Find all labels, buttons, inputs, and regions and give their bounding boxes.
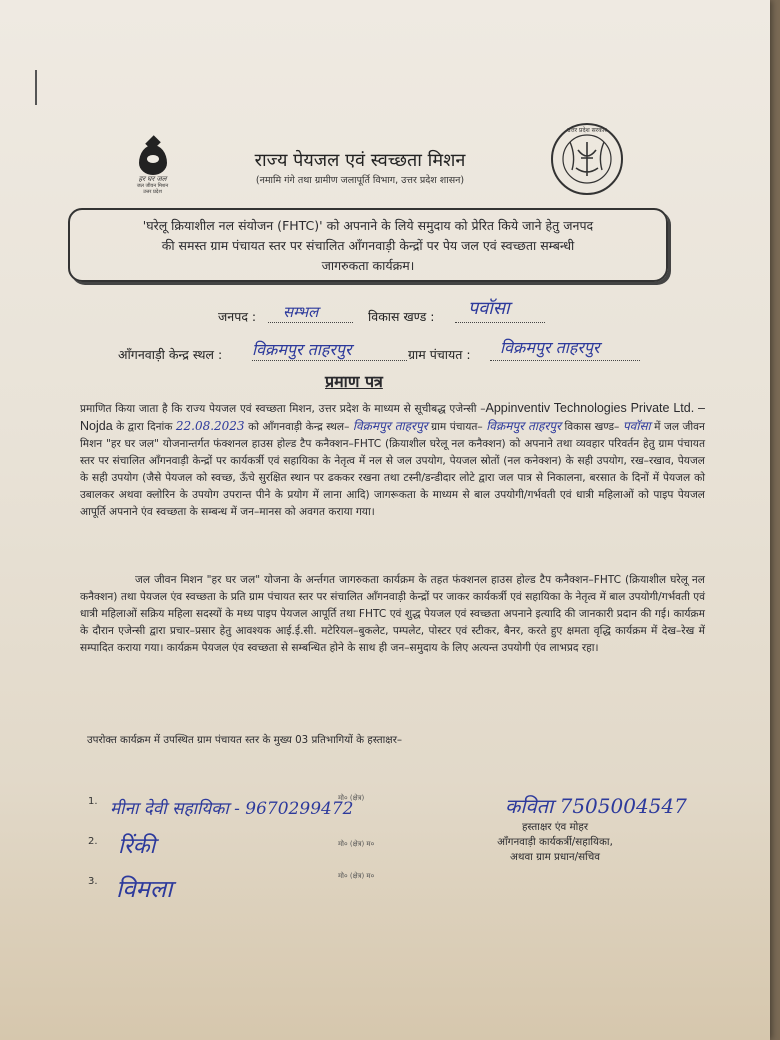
gram-panchayat-line [490,360,640,361]
banner-line: जागरुकता कार्यक्रम। [321,258,415,273]
participants-heading: उपरोक्त कार्यक्रम में उपस्थित ग्राम पंचायत स्तर के मुख्य 03 प्रतिभागियों के हस्ताक्षर– [87,734,403,746]
participant-signature: रिंकी [118,834,156,859]
participant-signature: मीना देवी सहायिका - 9670299472 [110,799,354,819]
anganwadi-line [252,360,407,361]
certificate-title: प्रमाण पत्र [325,372,383,391]
har-ghar-jal-logo [130,145,175,195]
logo-text: हर घर जल [138,175,167,183]
participant-number: 1. [88,796,98,807]
banner-line: की समस्त ग्राम पंचायत स्तर पर संचालित आँगनवाड़ी केन्द्रों पर पेय जल एवं स्वच्छता सम्बन्धी [161,238,575,253]
vikas-khand-label: विकास खण्ड : [368,309,435,324]
gram-panchayat-label: ग्राम पंचायत : [408,347,471,362]
vikas-khand-value: पवॉसा [468,298,510,319]
para-text: के द्वारा दिनांक [116,421,173,433]
water-drop-icon [139,145,167,175]
para-text: प्रमाणित किया जाता है कि राज्य पेयजल एवं स्वच्छता मिशन, उत्तर प्रदेश के माध्यम से सूचीबद्ध एजेन्सी – [80,403,486,415]
banner-line: 'घरेलू क्रियाशील नल संयोजन (FHTC)' को अपनाने के लिये समुदाय को प्रेरित किये जाने हेतु जनपद [142,218,594,233]
anganwadi-worker-signature: कविता 7505004547 [505,794,687,818]
participant-number: 3. [88,876,98,887]
logo-text: उत्तर प्रदेश [143,189,162,195]
program-gram-panchayat: विक्रमपुर ताहरपुर [486,419,561,433]
emblem-text: उत्तर प्रदेश सरकार [567,127,607,134]
background-surface [770,0,780,1040]
page-subtitle: (नमामि गंगे तथा ग्रामीण जलापूर्ति विभाग, उत्तर प्रदेश शासन) [255,175,465,186]
janpad-label: जनपद : [218,309,257,324]
vikas-khand-line [455,322,545,323]
gram-panchayat-value: विक्रमपुर ताहरपुर [500,338,600,357]
para-text: विकास खण्ड– [564,421,620,433]
signature-caption: अथवा ग्राम प्रधान/सचिव [510,851,600,863]
participant-note: मो० (क्षेत्र) [338,794,365,802]
para-text: में जल जीवन मिशन "हर घर जल" योजनान्तर्गत फंक्शनल हाउस होल्ड टैप कनैक्शन–FHTC (क्रियाशील घरेलू नल कनैक्शन) को अपनाने तथा व्यवहार परिवर्तन हेतु ग्राम पंचायत स्तर पर संचालित आँगनवाड़ी केन्द्रों पर कार्यकर्त्री एवं सहायिका के नेतृत्व में नल से जल उपयोग, पेयजल स्रोतों (नल कनेक्शन) के सही उपयोग, रख–रखाव, पेयजल के सही उपयोग (जैसे पेयजल को स्वच्छ, ऊँचे सुरक्षित स्थान पर ढककर रखना तथा टस्नी/डन्डीदार लोटे द्वारा जल पात्र से निकालना, बरसात के दिनों में पेयजल को उबालकर अथवा क्लोरिन के उपयोग उपरान्त पीने के प्रयोग में लाना आदि) जागरूकता के माध्यम से बाल उपयोगी/गर्भवती एवं धात्री महिलाओं को पाइप पेयजल आपूर्ति अपनाने एंव स्वच्छता के सम्बन्ध में जन–मानस को अवगत कराया गया। [80,421,705,518]
program-banner [68,208,668,282]
anganwadi-label: आँगनवाड़ी केन्द्र स्थल : [118,347,223,362]
program-place: विक्रमपुर ताहरपुर [352,419,428,433]
participant-note: मो० (क्षेत्र) म० [338,872,375,880]
certificate-paragraph-1 [80,400,705,521]
janpad-line [268,322,353,323]
janpad-value: सम्भल [283,303,319,321]
program-block: पवॉसा [622,419,651,433]
participant-signature: विमला [116,875,173,903]
page-title: राज्य पेयजल एवं स्वच्छता मिशन [254,150,466,171]
signature-caption: आँगनवाड़ी कार्यकर्त्री/सहायिका, [497,836,613,848]
anganwadi-value: विक्रमपुर ताहरपुर [252,340,352,359]
pen-mark [35,70,37,105]
para-text: ग्राम पंचायत– [431,421,483,433]
signature-block [475,820,635,865]
participant-number: 2. [88,836,98,847]
program-date: 22.08.2023 [175,419,245,433]
para-text: को आँगनवाड़ी केन्द्र स्थल– [248,421,350,433]
logo-text: जल जीवन मिशन [136,183,169,189]
signature-caption: हस्ताक्षर एंव मोहर [521,821,589,833]
up-government-emblem-icon [548,120,626,198]
agency-name: Appinventiv Technologies Private Ltd. – Nojda [80,401,705,433]
participant-note: मो० (क्षेत्र) म० [338,840,375,848]
certificate-paragraph-2: जल जीवन मिशन "हर घर जल" योजना के अर्न्तगत जागरुकता कार्यक्रम के तहत फंक्शनल हाउस होल्ड टैप कनैक्शन–FHTC (क्रियाशील घरेलू नल कनैक्शन) तथा पेयजल एंव स्वच्छता के प्रति ग्राम पंचायत स्तर पर संचालित आँगनवाड़ी केन्द्रों पर जाकर कार्यकर्त्री एवं सहायिका के नेतृत्व में बाल उपयोगी/गर्भवती एवं धात्री महिलाओं सक्रिय महिला सदस्यों के मध्य पाइप पेयजल आपूर्ति तथा FHTC एवं शुद्ध पेयजल एवं स्वच्छता अपनाने इत्यादि की जानकारी प्रदान की गई। कार्यक्रम के दौरान एजेन्सी द्वारा प्रचार–प्रसार हेतु आवश्यक आई.ई.सी. मटेरियल–बुकलेट, पम्पलेट, पोस्टर एवं स्टीकर, बैनर, करते हुए क्षमता वृद्धि कार्यक्रम में देख–रेख में सम्पादित कराया गया। कार्यक्रम पेयजल एंव स्वच्छता से सम्बन्धित होने के साथ ही जन–समुदाय के लिए अत्यन्त उपयोगी एंव लाभप्रद रहा। [80,574,705,654]
